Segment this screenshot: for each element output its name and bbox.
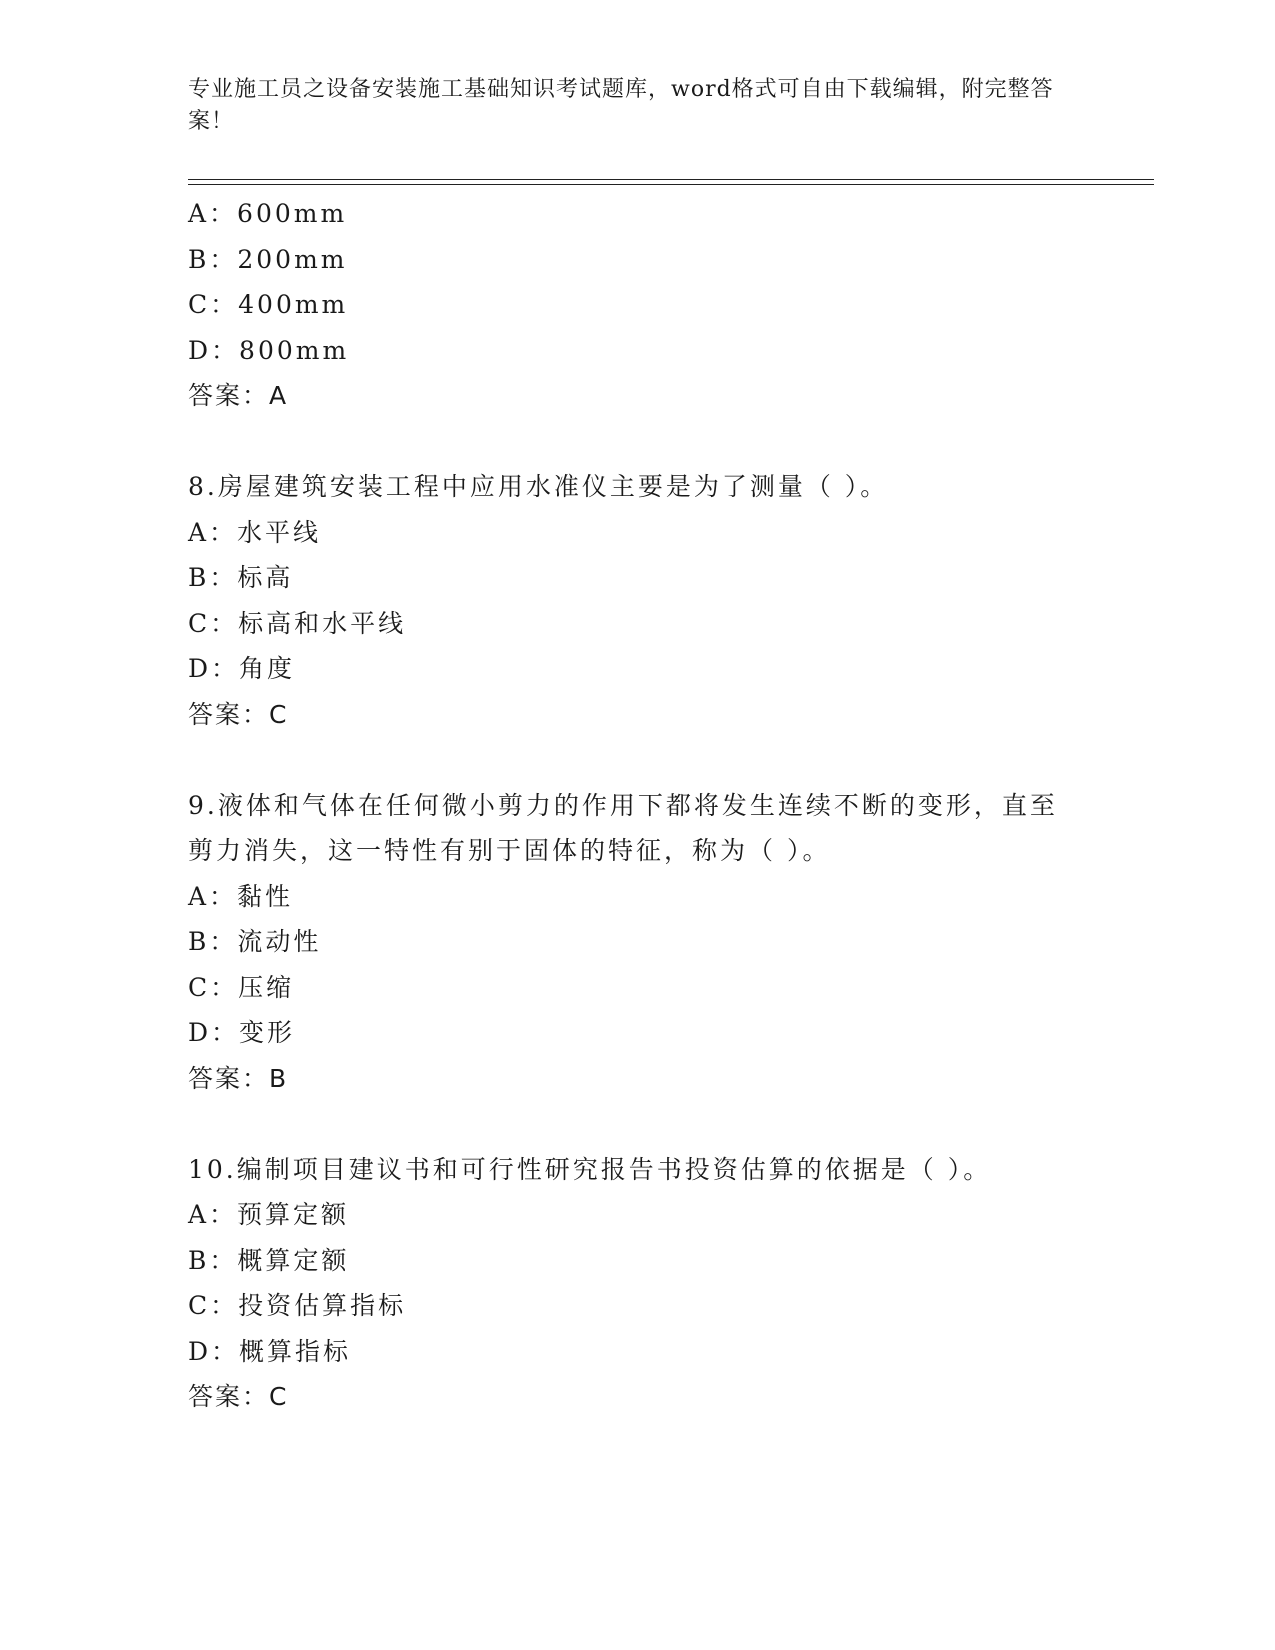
question-list (188, 191, 1088, 1420)
option-d: D：概算指标 (188, 1336, 352, 1366)
question-8-block (188, 464, 1088, 737)
question-9-block (188, 783, 1088, 1102)
option-c: C：400mm (188, 290, 349, 319)
answer-line: 答案：C (188, 699, 289, 729)
option-d: D：角度 (188, 654, 296, 683)
spacer (188, 737, 1088, 783)
spacer (188, 419, 1088, 465)
spacer (188, 1101, 1088, 1147)
option-a: A：黏性 (188, 881, 294, 911)
option-b: B：流动性 (188, 927, 322, 956)
option-b: B：概算定额 (188, 1245, 350, 1275)
question-stem: 9.液体和气体在任何微小剪力的作用下都将发生连续不断的变形，直至剪力消失，这一特性有别于固体的特征，称为（ ）。 (188, 790, 1058, 865)
question-stem: 8.房屋建筑安装工程中应用水准仪主要是为了测量（ ）。 (188, 472, 889, 501)
option-b: B：标高 (188, 563, 294, 592)
option-d: D：变形 (188, 1018, 296, 1047)
header-rule-bottom (188, 184, 1154, 185)
option-a: A：600mm (188, 199, 348, 228)
answer-line: 答案：B (188, 1063, 289, 1093)
option-c: C：压缩 (188, 972, 295, 1002)
answer-line: 答案：C (188, 1382, 289, 1411)
option-a: A：预算定额 (188, 1200, 350, 1229)
option-c: C：投资估算指标 (188, 1291, 407, 1320)
document-header: 专业施工员之设备安装施工基础知识考试题库，word格式可自由下载编辑，附完整答案！ (188, 77, 1054, 134)
option-d: D：800mm (188, 335, 350, 365)
header-rule-top (188, 179, 1154, 180)
question-7-block (188, 191, 1088, 419)
option-b: B：200mm (188, 244, 348, 274)
question-stem: 10.编制项目建议书和可行性研究报告书投资估算的依据是（ ）。 (188, 1154, 992, 1184)
answer-line: 答案：A (188, 381, 289, 410)
question-10-block (188, 1147, 1088, 1420)
option-a: A：水平线 (188, 517, 322, 547)
option-c: C：标高和水平线 (188, 608, 407, 638)
